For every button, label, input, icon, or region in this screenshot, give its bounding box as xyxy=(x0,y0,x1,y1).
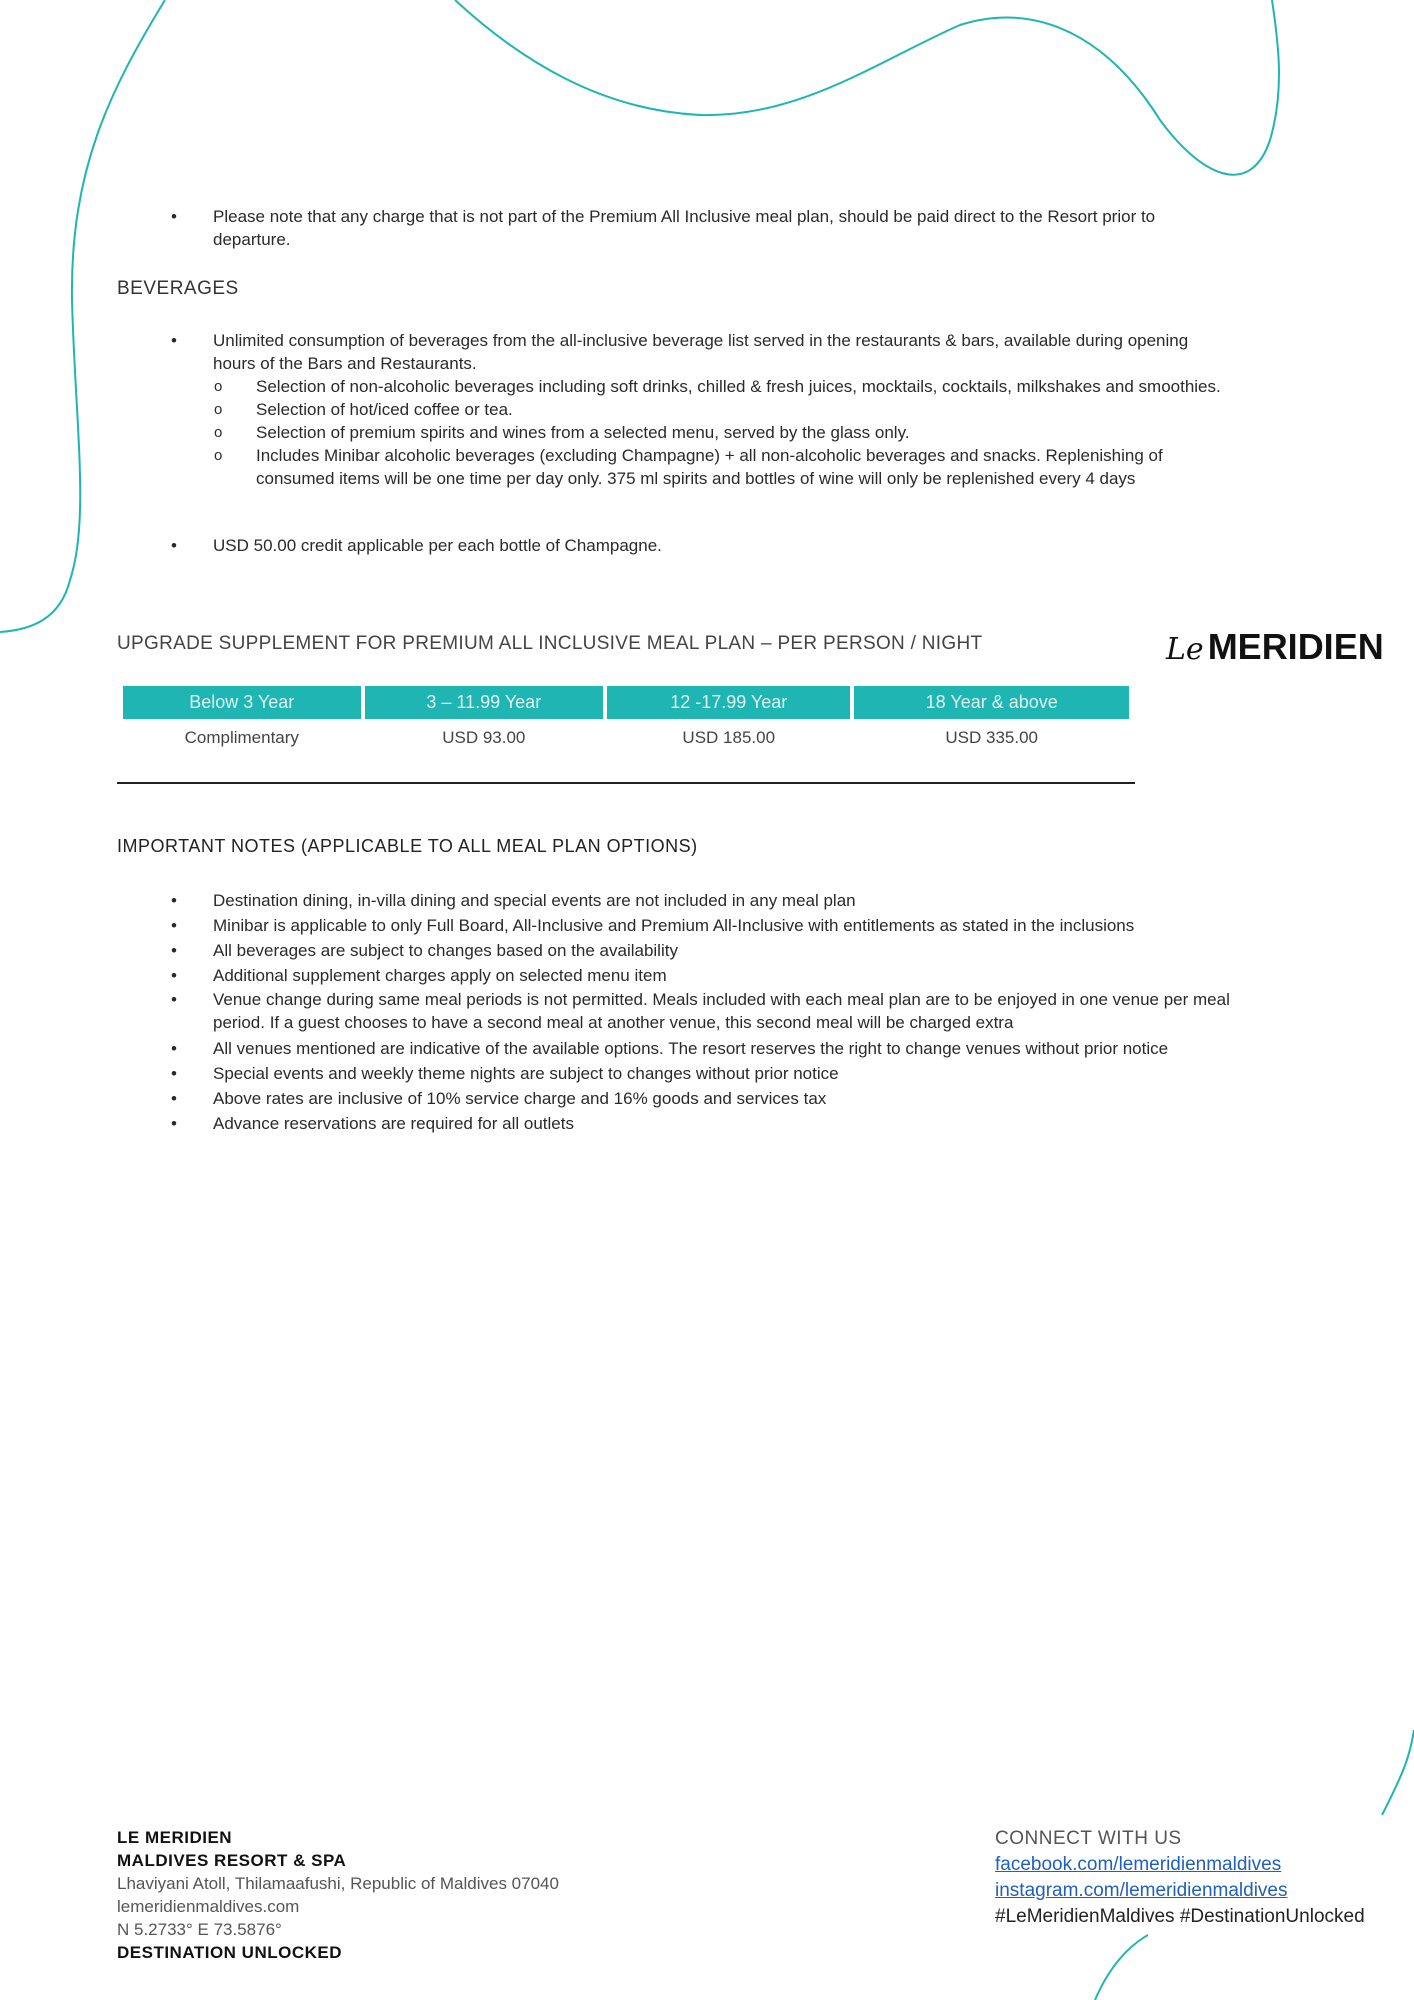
connect-title: CONNECT WITH US xyxy=(995,1828,1182,1849)
sub-item-spirits-wines: o Selection of premium spirits and wines from a selected menu, served by the glass only. xyxy=(256,421,1231,444)
table-header-row xyxy=(123,686,1129,719)
upgrade-rates-table xyxy=(119,686,1133,757)
upgrade-heading: UPGRADE SUPPLEMENT FOR PREMIUM ALL INCLUSIVE MEAL PLAN – PER PERSON / NIGHT xyxy=(117,633,983,654)
col-12-17: 12 -17.99 Year xyxy=(607,686,850,719)
credit-list xyxy=(171,534,1231,557)
facebook-link[interactable]: facebook.com/lemeridienmaldives xyxy=(995,1854,1282,1875)
value-3-11: USD 93.00 xyxy=(442,728,526,747)
logo-le: Le xyxy=(1166,632,1204,667)
sub-item-coffee-tea: o Selection of hot/iced coffee or tea. xyxy=(256,398,1231,421)
instagram-link[interactable]: instagram.com/lemeridienmaldives xyxy=(995,1880,1288,1901)
list-item: • All beverages are subject to changes based on the availability xyxy=(171,938,1231,963)
list-item: • Additional supplement charges apply on selected menu item xyxy=(171,963,1231,988)
list-item: • Venue change during same meal periods is not permitted. Meals included with each meal plan are to be enjoyed in one venue per meal period. If a guest chooses to have a second meal at another venue, this second meal will be charged extra xyxy=(171,988,1231,1034)
intro-list xyxy=(171,205,1231,251)
important-notes-heading: IMPORTANT NOTES (APPLICABLE TO ALL MEAL PLAN OPTIONS) xyxy=(117,836,698,856)
list-item: • Special events and weekly theme nights are subject to changes without prior notice xyxy=(171,1061,1231,1086)
footer-connect-block xyxy=(995,1826,1365,1930)
sub-item-minibar: o Includes Minibar alcoholic beverages (excluding Champagne) + all non-alcoholic beverages and snacks. Replenishing of consumed items will be one time per day only. 375 ml spirits and bottles of wine will only be replenished every 4 days xyxy=(256,444,1231,490)
section-divider xyxy=(117,782,1135,784)
resort-address: Lhaviyani Atoll, Thilamaafushi, Republic of Maldives 07040 xyxy=(117,1874,559,1893)
resort-website[interactable]: lemeridienmaldives.com xyxy=(117,1897,300,1916)
le-meridien-logo xyxy=(1166,626,1384,668)
champagne-credit-bullet: • USD 50.00 credit applicable per each bottle of Champagne. xyxy=(171,534,1231,557)
intro-bullet: • Please note that any charge that is not part of the Premium All Inclusive meal plan, should be paid direct to the Resort prior to departure. xyxy=(171,205,1231,251)
col-below-3: Below 3 Year xyxy=(123,686,361,719)
list-item: • Minibar is applicable to only Full Board, All-Inclusive and Premium All-Inclusive with entitlements as stated in the inclusions xyxy=(171,913,1231,938)
beverages-main-bullet xyxy=(171,329,1231,490)
list-item: • Destination dining, in-villa dining and special events are not included in any meal plan xyxy=(171,888,1231,913)
table-row xyxy=(123,719,1129,757)
list-item: • Above rates are inclusive of 10% service charge and 16% goods and services tax xyxy=(171,1086,1231,1111)
footer-address-block xyxy=(117,1826,559,1964)
beverages-list xyxy=(171,329,1231,490)
beverages-main-text: Unlimited consumption of beverages from the all-inclusive beverage list served in the restaurants & bars, available during opening hours of the Bars and Restaurants. xyxy=(213,331,1189,373)
value-12-17: USD 185.00 xyxy=(682,728,776,747)
col-18-above: 18 Year & above xyxy=(854,686,1129,719)
value-below-3: Complimentary xyxy=(184,728,299,747)
beverages-sub-list xyxy=(171,375,1231,490)
tagline: DESTINATION UNLOCKED xyxy=(117,1943,343,1962)
list-item: • All venues mentioned are indicative of the available options. The resort reserves the right to change venues without prior notice xyxy=(171,1036,1231,1061)
value-18-above: USD 335.00 xyxy=(945,728,1039,747)
hashtags: #LeMeridienMaldives #DestinationUnlocked xyxy=(995,1906,1365,1927)
resort-name-line2: MALDIVES RESORT & SPA xyxy=(117,1851,347,1870)
resort-coordinates: N 5.2733° E 73.5876° xyxy=(117,1920,282,1939)
list-item: • Advance reservations are required for all outlets xyxy=(171,1111,1231,1136)
important-notes-list xyxy=(171,888,1231,1136)
col-3-11: 3 – 11.99 Year xyxy=(365,686,604,719)
logo-name: MERIDIEN xyxy=(1207,626,1384,667)
resort-name-line1: LE MERIDIEN xyxy=(117,1828,233,1847)
beverages-heading: BEVERAGES xyxy=(117,278,239,299)
sub-item-soft-drinks: o Selection of non-alcoholic beverages including soft drinks, chilled & fresh juices, mocktails, cocktails, milkshakes and smoothies. xyxy=(256,375,1231,398)
